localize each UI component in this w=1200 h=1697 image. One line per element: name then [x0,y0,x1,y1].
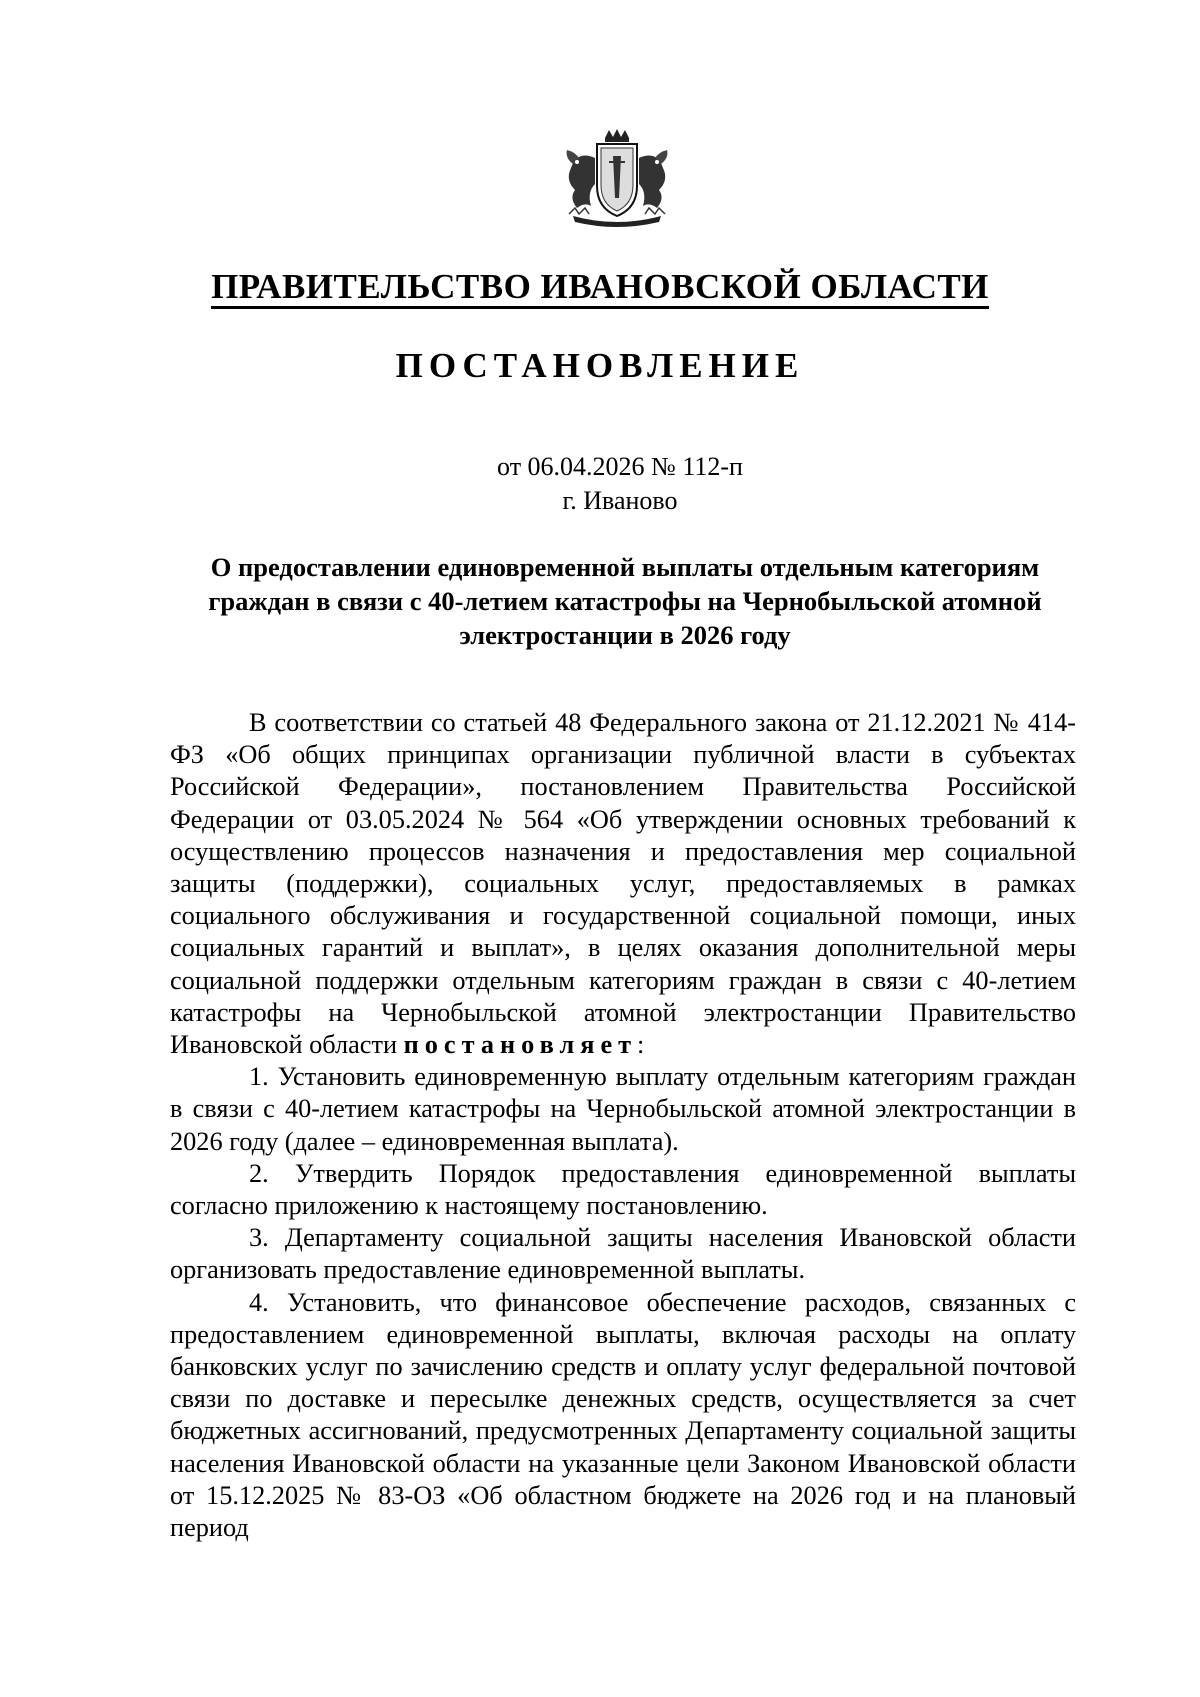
item-1: 1. Установить единовременную выплату отдельным категориям граждан в связи с 40-летием катастрофы на Чернобыльской атомной электростанции в 2026 году (далее – единовременная выплата). [170,1062,1076,1156]
heading-line-2: граждан в связи с 40-летием катастрофы на Чернобыльской атомной [208,586,1042,616]
preamble-paragraph [170,707,1076,1061]
document-meta [0,450,1200,518]
document-body [170,707,1076,1544]
government-title-text: ПРАВИТЕЛЬСТВО ИВАНОВСКОЙ ОБЛАСТИ [211,267,989,309]
preamble-text: В соответствии со статьей 48 Федерального закона от 21.12.2021 № 414-ФЗ «Об общих принципах организации публичной власти в субъектах Российской Федерации», постановлением Правительства Российской Федерации от 03.05.2024 № 564 «Об утверждении основных требований к осуществлению процессов назначения и предоставления мер социальной защиты (поддержки), социальных услуг, предоставляемых в рамках социального обслуживания и государственной социальной помощи, иных социальных гарантий и выплат», в целях оказания дополнительной меры социальной поддержки отдельным категориям граждан в связи с 40-летием катастрофы на Чернобыльской атомной электростанции Правительство Ивановской области [170,708,1076,1060]
heading-line-1: О предоставлении единовременной выплаты отдельным категориям [210,552,1040,582]
document-heading [170,550,1080,652]
date-number: от 06.04.2026 № 112-п [497,452,743,481]
city: г. Иваново [562,486,678,515]
item-4: 4. Установить, что финансовое обеспечение расходов, связанных с предоставлением единовременной выплаты, включая расходы на оплату банковских услуг по зачислению средств и оплату услуг федеральной почтовой связи по доставке и пересылке денежных средств, осуществляется за счет бюджетных ассигнований, предусмотренных Департаменту социальной защиты населения Ивановской области на указанные цели Законом Ивановской области от 15.12.2025 № 83-ОЗ «Об областном бюджете на 2026 год и на плановый период [170,1287,1076,1543]
coat-of-arms-icon [555,128,679,230]
decree-word: постановляет [403,1030,638,1060]
decree-colon: : [637,1030,645,1060]
item-2: 2. Утвердить Порядок предоставления единовременной выплаты согласно приложению к настоящему постановлению. [170,1158,1076,1221]
document-type: ПОСТАНОВЛЕНИЕ [395,346,805,385]
heading-line-3: электростанции в 2026 году [459,620,791,650]
government-title [0,266,1200,308]
item-3: 3. Департаменту социальной защиты населения Ивановской области организовать предоставление единовременной выплаты. [170,1223,1076,1285]
